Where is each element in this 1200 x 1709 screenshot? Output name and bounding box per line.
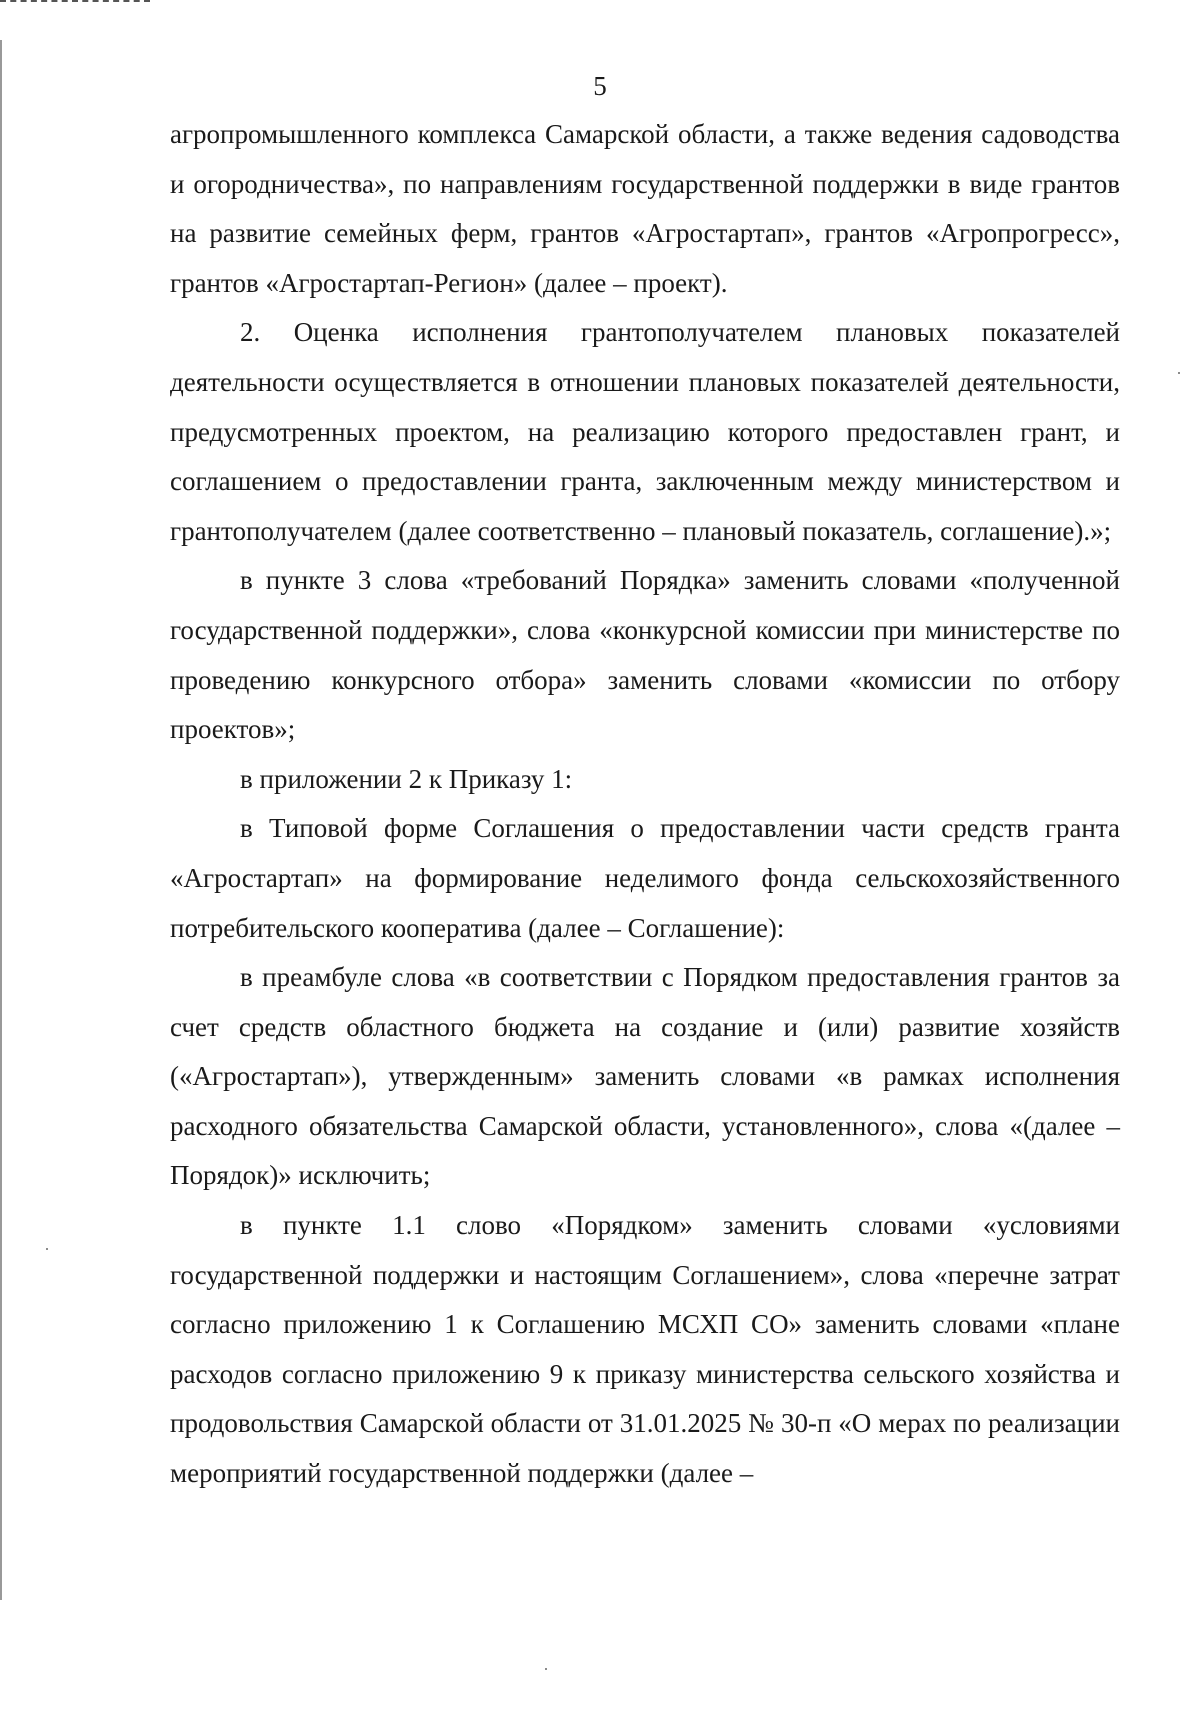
paragraph-appendix-2: в приложении 2 к Приказу 1: bbox=[240, 763, 573, 794]
scan-speck bbox=[46, 1248, 48, 1250]
paragraph-clause-3: в пункте 3 слова «требований Порядка» заменить словами «полученной государственной поддержки», слова «конкурсной комиссии при министерстве по проведению конкурсного отбора» заменить словами «комиссии по отбору проектов»; bbox=[170, 565, 1120, 745]
paragraph-standard-form: в Типовой форме Соглашения о предоставлении части средств гранта «Агростартап» на формирование неделимого фонда сельскохозяйственного потребительского кооператива (далее – Соглашение): bbox=[170, 813, 1120, 943]
scan-edge-left bbox=[0, 40, 2, 1600]
scan-speck bbox=[545, 1668, 547, 1670]
scan-speck bbox=[1178, 372, 1180, 374]
paragraph-item-2: 2. Оценка исполнения грантополучателем плановых показателей деятельности осуществляется в отношении плановых показателей деятельности, предусмотренных проектом, на реализацию которого предоставлен грант, и соглашением о предоставлении гранта, заключенным между министерством и грантополучателем (далее соответственно – плановый показатель, соглашение).»; bbox=[170, 317, 1120, 546]
page-number: 5 bbox=[593, 71, 607, 101]
paragraph-continuation: агропромышленного комплекса Самарской области, а также ведения садоводства и огородничества», по направлениям государственной поддержки в виде грантов на развитие семейных ферм, грантов «Агростартап», грантов «Агропрогресс», грантов «Агростартап-Регион» (далее – проект). bbox=[170, 119, 1120, 298]
scan-edge-top bbox=[0, 0, 150, 4]
paragraph-clause-1-1: в пункте 1.1 слово «Порядком» заменить словами «условиями государственной поддержки и настоящим Соглашением», слова «перечне затрат согласно приложению 1 к Соглашению МСХП СО» заменить словами «плане расходов согласно приложению 9 к приказу министерства сельского хозяйства и продовольствия Самарской области от 31.01.2025 № 30-п «О мерах по реализации мероприятий государственной поддержки (далее – bbox=[170, 1210, 1120, 1489]
document-body bbox=[170, 110, 1120, 1499]
paragraph-preamble: в преамбуле слова «в соответствии с Порядком предоставления грантов за счет средств областного бюджета на создание и (или) развитие хозяйств («Агростартап»), утвержденным» заменить словами «в рамках исполнения расходного обязательства Самарской области, установленного», слова «(далее – Порядок)» исключить; bbox=[170, 962, 1120, 1191]
